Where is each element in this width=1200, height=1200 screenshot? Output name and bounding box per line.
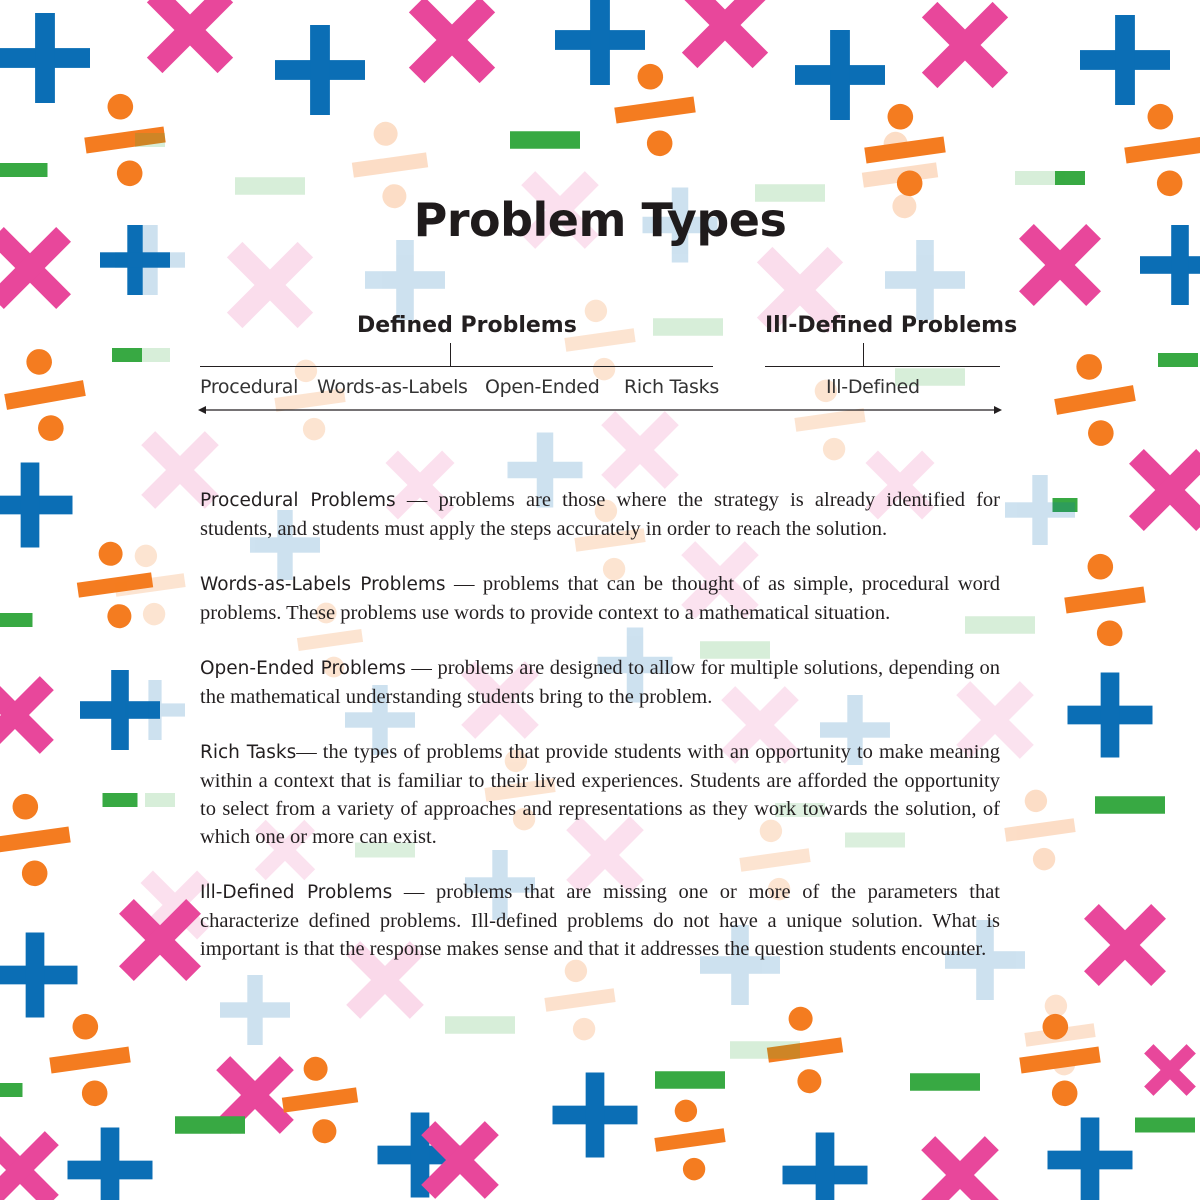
defined-bracket-tick <box>450 343 451 366</box>
definition-text: — problems that can be thought of as simple, procedural word problems. These problems use words to provide context to a mathematical situation. <box>200 573 1000 624</box>
definition-text: — problems that are missing one or more of the parameters that characterize defined problems. Ill-defined problems do not have a unique solution. What is important is that the response makes sense and that it addresses the question students encounter. <box>200 881 1000 960</box>
defined-problems-label: Defined Problems <box>357 313 577 338</box>
definition-text: — problems are those where the strategy is already identified for students, and students must apply the steps accurately in order to reach the solution. <box>200 489 1001 540</box>
spectrum-arrow <box>198 402 1004 418</box>
term-rich-tasks: Rich Tasks <box>200 742 297 763</box>
definition-rich-tasks <box>200 738 1000 851</box>
definition-words-as-labels <box>200 570 1000 627</box>
category-open-ended: Open-Ended <box>485 376 600 398</box>
term-words-as-labels: Words-as-Labels Problems <box>200 574 446 595</box>
ill-defined-problems-label: Ill-Defined Problems <box>765 313 1018 338</box>
definition-procedural <box>200 486 1000 543</box>
term-ill-defined: Ill-Defined Problems <box>200 882 393 903</box>
page-title: Problem Types <box>413 193 787 247</box>
category-ill-defined: Ill-Defined <box>826 376 920 398</box>
ill-defined-bracket-tick <box>863 343 864 366</box>
defined-bracket-line <box>200 366 713 367</box>
ill-defined-bracket-line <box>765 366 1000 367</box>
category-procedural: Procedural <box>200 376 299 398</box>
definition-text: — the types of problems that provide students with an opportunity to make meaning within a context that is familiar to their lived experiences. Students are afforded the opportunity to select from a variety of approaches and representations as they work towards the solution, of which one or more can exist. <box>200 741 1000 848</box>
category-words-as-labels: Words-as-Labels <box>317 376 468 398</box>
term-procedural: Procedural Problems <box>200 490 396 511</box>
definition-open-ended <box>200 654 1000 711</box>
term-open-ended: Open-Ended Problems <box>200 658 406 679</box>
definition-text: — problems are designed to allow for multiple solutions, depending on the mathematical understanding students bring to the problem. <box>200 657 1000 708</box>
category-rich-tasks: Rich Tasks <box>624 376 719 398</box>
definition-ill-defined <box>200 878 1000 963</box>
